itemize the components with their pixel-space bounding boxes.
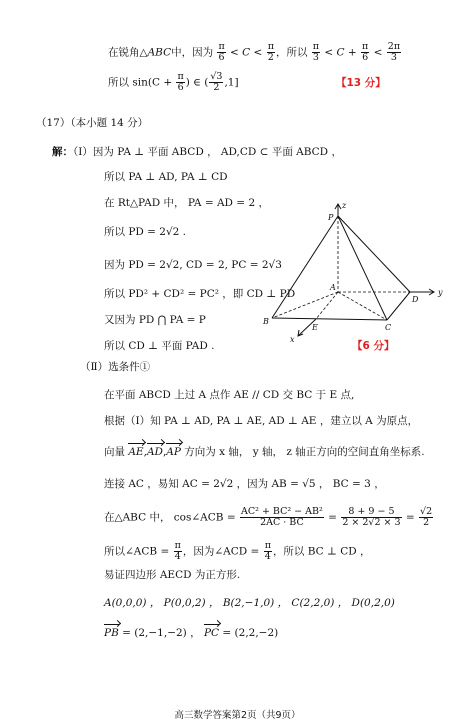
line-p3: 在 Rt△PAD 中， PA = AD = 2 ， — [104, 197, 269, 209]
label-C: C — [385, 323, 392, 332]
text: ，所以 — [275, 46, 308, 59]
fraction-cosine-law — [240, 507, 324, 528]
vector-AE: AE — [128, 446, 144, 458]
label-P: P — [328, 213, 334, 222]
fraction-pi-6c — [176, 72, 184, 93]
text: ) ∈ ( — [185, 76, 209, 89]
fraction-pi-4b — [264, 541, 272, 562]
score-6: 【6 分】 — [352, 340, 395, 352]
line-p13: 连接 AC ，易知 AC = 2√2 ，因为 AB = √5 ， BC = 3 ， — [104, 478, 385, 490]
text: 在△ABC 中， cos∠ACB = — [104, 511, 236, 524]
jie-label: 解： — [52, 146, 73, 158]
den: 3 — [312, 52, 319, 63]
text: = (2,−1,−2) ， — [122, 627, 201, 639]
edge-AC — [338, 292, 387, 320]
fraction-sqrt3-2 — [209, 72, 223, 93]
label-E: E — [312, 323, 318, 332]
text: = — [405, 511, 415, 524]
line-sin-range — [108, 72, 239, 93]
edge-BC — [272, 318, 387, 320]
den: 3 — [390, 52, 397, 63]
line-p15 — [104, 541, 371, 562]
text: 所以 sin(C + — [108, 76, 173, 89]
line-p4: 所以 PD = 2√2 . — [104, 226, 187, 238]
den: 2 — [267, 52, 274, 63]
line-p11: 根据（Ⅰ）知 PA ⊥ AD, PA ⊥ AE, AD ⊥ AE ，建立以 A 为原点， — [104, 415, 419, 427]
num: AC² + BC² − AB² — [240, 506, 323, 517]
edge-PC — [338, 216, 387, 320]
text: < C + — [324, 46, 357, 59]
den: 2AC · BC — [260, 517, 304, 528]
text: ，因为∠ACD = — [182, 545, 260, 558]
line-p9: （Ⅱ）选条件① — [80, 361, 151, 373]
vector-AP: AP — [166, 446, 181, 458]
fraction-pi-2 — [267, 42, 275, 63]
fraction-pi-3 — [312, 42, 320, 63]
text: = (2,2,−2) — [222, 627, 279, 639]
line-p8: 所以 CD ⊥ 平面 PAD . — [104, 340, 215, 352]
num: π — [362, 41, 369, 52]
fraction-pi-6 — [217, 42, 225, 63]
label-x: x — [290, 335, 295, 344]
line-p14-cos — [104, 507, 434, 528]
den: 2 × 2√2 × 3 — [342, 517, 401, 528]
text: 在锐角△ — [108, 46, 148, 59]
num: π — [312, 41, 320, 52]
text: 所以∠ACB = — [104, 545, 170, 558]
label-y: y — [438, 288, 443, 297]
line-p2: 所以 PA ⊥ AD, PA ⊥ CD — [104, 171, 228, 183]
num: π — [174, 540, 181, 551]
text: 中，因为 — [171, 46, 214, 59]
line-acute-triangle — [108, 42, 402, 63]
num: √2 — [420, 506, 433, 517]
label-B: B — [263, 317, 269, 326]
line-p7: 又因为 PD ⋂ PA = P — [104, 314, 206, 326]
den: 6 — [362, 52, 369, 63]
edge-PD — [338, 216, 410, 292]
text: < — [373, 46, 383, 59]
fraction-2pi-3 — [387, 42, 401, 63]
label-z: z — [342, 201, 347, 210]
score-13: 【13 分】 — [336, 77, 386, 89]
line-p6: 所以 PD² + CD² = PC² ，即 CD ⊥ PD — [104, 288, 296, 300]
num: 2π — [387, 41, 401, 52]
fraction-pi-4a — [174, 541, 182, 562]
num: 8 + 9 − 5 — [341, 507, 401, 518]
text: （Ⅰ）因为 PA ⊥ 平面 ABCD ， AD,CD ⊂ 平面 ABCD ， — [73, 146, 342, 158]
fraction-numeric — [341, 507, 401, 528]
num: π — [264, 540, 271, 551]
pyramid-figure — [262, 200, 462, 350]
edge-PB — [272, 216, 338, 318]
solution-part1 — [52, 145, 342, 159]
text: = — [328, 511, 337, 524]
line-p17-coords: A(0,0,0) ， P(0,0,2) ， B(2,−1,0) ， C(2,2,0) ， D(0,2,0) — [104, 597, 395, 609]
text: ，所以 BC ⊥ CD ， — [272, 545, 371, 558]
num: π — [177, 71, 184, 82]
text: 向量 — [104, 446, 125, 458]
vector-PC: PC — [203, 627, 220, 639]
text: ,1] — [224, 76, 239, 89]
line-p12: 向量 AE,AD,AP 方向为 x 轴， y 轴， z 轴正方向的空间直角坐标系. — [104, 446, 425, 458]
label-A: A — [330, 283, 336, 292]
num: π — [218, 41, 225, 52]
text: ABC — [147, 46, 172, 59]
vector-PB: PB — [104, 627, 119, 639]
den: 2 — [423, 517, 430, 528]
num: √3 — [210, 71, 223, 82]
fraction-pi-6b — [361, 42, 369, 63]
den: 2 — [213, 82, 220, 93]
vector-AD: AD — [146, 446, 163, 458]
num: π — [267, 41, 274, 52]
den: 6 — [177, 82, 184, 93]
text: 方向为 x 轴， y 轴， z 轴正方向的空间直角坐标系. — [184, 446, 425, 458]
page-footer: 高三数学答案第2页（共9页） — [174, 710, 301, 721]
line-p16: 易证四边形 AECD 为正方形. — [104, 569, 241, 581]
line-p10: 在平面 ABCD 上过 A 点作 AE // CD 交 BC 于 E 点, — [104, 389, 355, 401]
den: 4 — [264, 551, 271, 562]
line-p5: 因为 PD = 2√2, CD = 2, PC = 2√3 — [104, 259, 282, 271]
text: < C < — [230, 46, 263, 59]
den: 4 — [174, 551, 181, 562]
question-17-header: （17）（本小题 14 分） — [36, 117, 149, 129]
den: 6 — [218, 52, 225, 63]
edge-CD — [387, 292, 410, 320]
fraction-sqrt2-2 — [419, 507, 433, 528]
edge-AB — [272, 292, 338, 318]
label-D: D — [412, 295, 419, 304]
line-p18-vectors — [104, 626, 278, 640]
